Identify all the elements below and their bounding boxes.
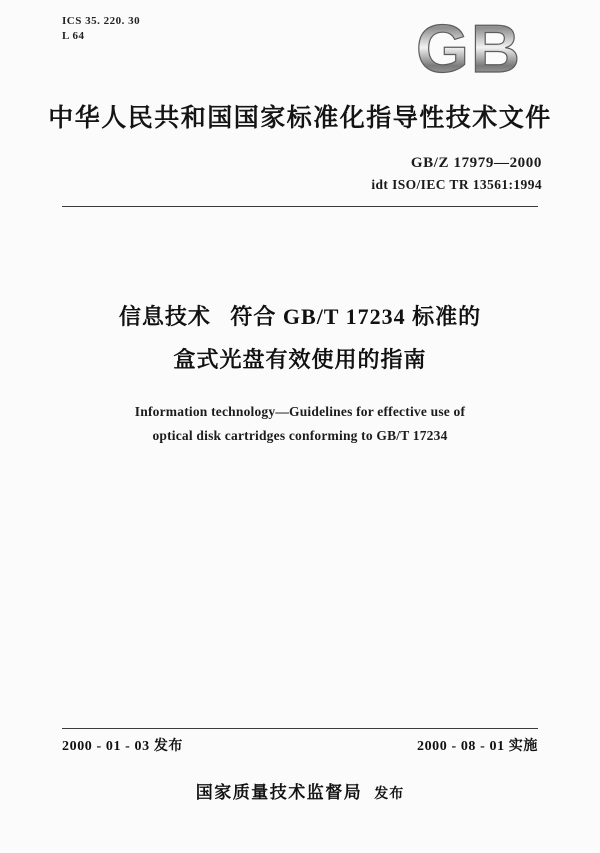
divider-bottom bbox=[62, 728, 538, 729]
equivalent-standard: idt ISO/IEC TR 13561:1994 bbox=[371, 176, 542, 192]
ics-code: ICS 35. 220. 30 bbox=[62, 15, 141, 27]
svg-text:GB: GB bbox=[416, 18, 522, 80]
standard-number-block bbox=[371, 152, 542, 195]
divider-top bbox=[62, 206, 538, 207]
dates-row bbox=[62, 735, 538, 755]
standard-number: GB/Z 17979—2000 bbox=[410, 155, 542, 171]
issue-date: 2000 - 01 - 03 发布 bbox=[62, 739, 184, 754]
gb-emblem-icon bbox=[416, 18, 542, 80]
title-english-block bbox=[0, 400, 600, 447]
title-chinese-line2: 盒式光盘有效使用的指南 bbox=[173, 347, 427, 372]
issuer-block bbox=[0, 778, 600, 803]
series-title: 中华人民共和国国家标准化指导性技术文件 bbox=[48, 105, 552, 132]
ccs-code: L 64 bbox=[62, 29, 85, 42]
document-title-block bbox=[0, 300, 600, 447]
ics-classification-block bbox=[62, 14, 140, 44]
title-chinese-line1: 信息技术 符合 GB/T 17234 标准的 bbox=[118, 304, 482, 329]
title-english-line2: optical disk cartridges conforming to GB/T 17234 bbox=[152, 427, 448, 443]
issuer-name: 国家质量技术监督局 bbox=[195, 783, 363, 802]
effective-date: 2000 - 08 - 01 实施 bbox=[416, 739, 538, 754]
issuer-suffix: 发布 bbox=[374, 787, 405, 802]
title-english-line1: Information technology—Guidelines for effective use of bbox=[134, 404, 466, 419]
